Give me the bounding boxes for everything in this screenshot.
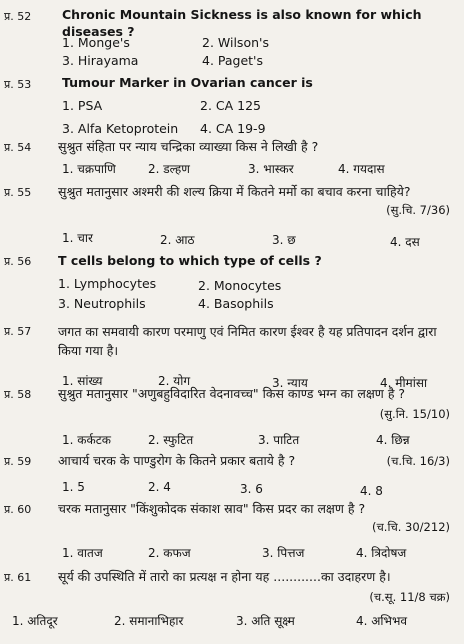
option-1: 1. Lymphocytes bbox=[58, 276, 157, 291]
option-2: 2. CA 125 bbox=[200, 98, 262, 113]
option-4: 4. छिन्न bbox=[376, 433, 410, 447]
option-2: 2. स्फुटित bbox=[148, 433, 194, 447]
question-number: प्र. 56 bbox=[4, 255, 32, 268]
option-4: 4. गयदास bbox=[338, 162, 385, 176]
option-2: 2. 4 bbox=[148, 480, 171, 494]
question-text: सूर्य की उपस्थिति में तारो का प्रत्यक्ष न होना यह ............का उदाहरण है। bbox=[58, 569, 391, 584]
option-2: 2. Monocytes bbox=[198, 278, 282, 293]
option-4: 4. 8 bbox=[360, 484, 383, 498]
question-text: Chronic Mountain Sickness is also known for which diseases ? bbox=[62, 7, 422, 39]
question-text: जगत का समवायी कारण परमाणु एवं निमित कारण ईश्वर है यह प्रतिपादन दर्शन द्वारा किया गया है। bbox=[58, 324, 437, 358]
question-number: प्र. 59 bbox=[4, 455, 32, 468]
question-text: आचार्य चरक के पाण्डुरोग के कितने प्रकार बताये है ? bbox=[58, 453, 296, 468]
reference: (च.चि. 16/3) bbox=[386, 454, 450, 468]
question-text: सुश्रुत मतानुसार अश्मरी की शल्य क्रिया में कितने मर्मो का बचाव करना चाहिये? bbox=[58, 184, 411, 199]
option-2: 2. डल्हण bbox=[148, 162, 190, 176]
option-3: 3. Alfa Ketoprotein bbox=[62, 121, 179, 136]
option-2: 2. Wilson's bbox=[202, 35, 269, 50]
reference: (सु.नि. 15/10) bbox=[379, 407, 450, 421]
option-2: 2. कफज bbox=[148, 546, 191, 560]
question-number: प्र. 52 bbox=[4, 10, 32, 23]
option-1: 1. 5 bbox=[62, 480, 85, 494]
option-4: 4. CA 19-9 bbox=[200, 121, 266, 136]
option-3: 3. छ bbox=[272, 233, 296, 247]
question-number: प्र. 60 bbox=[4, 503, 32, 516]
question-text: चरक मतानुसार "किंशुकोदक संकाश स्राव" किस प्रदर का लक्षण है ? bbox=[58, 501, 366, 516]
option-3: 3. 6 bbox=[240, 482, 263, 496]
option-1: 1. अतिदूर bbox=[12, 614, 58, 628]
option-1: 1. Monge's bbox=[62, 35, 130, 50]
option-3: 3. Neutrophils bbox=[58, 296, 146, 311]
option-2: 2. समानाभिहार bbox=[114, 614, 184, 628]
question-number: प्र. 61 bbox=[4, 571, 32, 584]
option-4: 4. त्रिदोषज bbox=[356, 546, 407, 560]
reference: (सु.चि. 7/36) bbox=[386, 203, 450, 217]
option-4: 4. दस bbox=[390, 235, 420, 249]
option-1: 1. वातज bbox=[62, 546, 103, 560]
question-number: प्र. 54 bbox=[4, 141, 32, 154]
question-number: प्र. 53 bbox=[4, 78, 32, 91]
option-2: 2. योग bbox=[158, 374, 191, 388]
question-number: प्र. 58 bbox=[4, 388, 32, 401]
option-4: 4. मीमांसा bbox=[380, 376, 428, 390]
option-1: 1. चार bbox=[62, 231, 93, 245]
option-3: 3. Hirayama bbox=[62, 53, 139, 68]
option-3: 3. भास्कर bbox=[248, 162, 294, 176]
option-1: 1. कर्कटक bbox=[62, 433, 111, 447]
option-3: 3. न्याय bbox=[272, 376, 308, 390]
question-text: T cells belong to which type of cells ? bbox=[58, 253, 322, 268]
question-text: Tumour Marker in Ovarian cancer is bbox=[62, 75, 313, 90]
question-number: प्र. 55 bbox=[4, 186, 32, 199]
option-1: 1. चक्रपाणि bbox=[62, 162, 116, 176]
option-4: 4. Paget's bbox=[202, 53, 264, 68]
option-2: 2. आठ bbox=[160, 233, 195, 247]
reference: (च.सू. 11/8 चक्र) bbox=[369, 590, 450, 604]
option-4: 4. Basophils bbox=[198, 296, 274, 311]
option-4: 4. अभिभव bbox=[356, 614, 408, 628]
option-3: 3. पाटित bbox=[258, 433, 300, 447]
reference: (च.चि. 30/212) bbox=[372, 520, 450, 534]
option-3: 3. पित्तज bbox=[262, 546, 305, 560]
question-number: प्र. 57 bbox=[4, 325, 32, 338]
option-1: 1. PSA bbox=[62, 98, 103, 113]
option-1: 1. सांख्य bbox=[62, 374, 103, 388]
option-3: 3. अति सूक्ष्म bbox=[236, 614, 295, 628]
question-text: सुश्रुत मतानुसार "अणुबहुविदारित वेदनावच्च" किस काण्ड भग्न का लक्षण है ? bbox=[58, 386, 406, 401]
question-text: सुश्रुत संहिता पर न्याय चन्द्रिका व्याख्या किस ने लिखी है ? bbox=[58, 139, 319, 154]
